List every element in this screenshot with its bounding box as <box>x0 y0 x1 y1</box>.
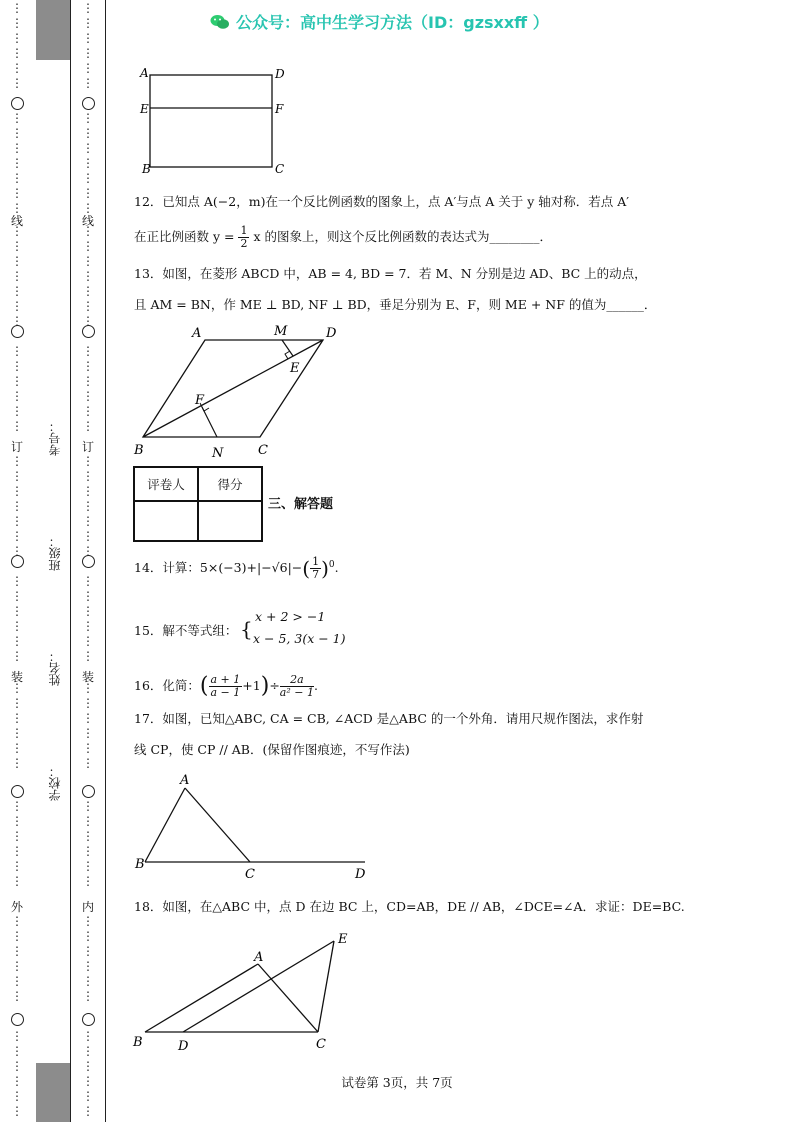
score-header: 得分 <box>198 467 262 501</box>
score-cell[interactable] <box>198 501 262 541</box>
fig18-label: D <box>178 1039 189 1054</box>
q16-op: ÷ <box>269 678 280 693</box>
question-18: 18．如图，在△ABC 中，点 D 在边 BC 上，CD=AB，DE // AB，∠DCE=∠A．求证：DE=BC. <box>134 899 685 914</box>
binding-dot: ⋮ <box>82 156 94 170</box>
binding-dot: ⋮ <box>82 454 94 468</box>
q12-text: x 的图象上，则这个反比例函数的表达式为________． <box>253 229 552 244</box>
binding-dot: ⋮ <box>82 16 94 30</box>
student-info-field: 班级： <box>48 535 62 571</box>
question-13-line2: 且 AM = BN，作 ME ⊥ BD, NF ⊥ BD，垂足分别为 E、F，则 ME + NF 的值为______． <box>134 297 657 312</box>
binding-dot: ⋮ <box>11 974 23 988</box>
binding-dot: ⋮ <box>11 929 23 943</box>
binding-dot: ⋮ <box>11 314 23 328</box>
q12-fraction <box>238 225 249 250</box>
binding-circle <box>82 555 95 568</box>
binding-dot: ⋮ <box>82 756 94 770</box>
gray-block-bottom <box>36 1063 70 1122</box>
frac-num: a + 1 <box>210 673 241 686</box>
question-17-line2: 线 CP，使 CP // AB．(保留作图痕迹，不写作法) <box>134 742 410 757</box>
binding-dot: ⋮ <box>82 799 94 813</box>
binding-circle <box>11 1013 24 1026</box>
binding-dot: ⋮ <box>82 974 94 988</box>
binding-dot: ⋮ <box>11 1089 23 1103</box>
binding-dot: ⋮ <box>11 1104 23 1118</box>
question-16: 16．化简：( $\frac{a + 1}{a - 1}$ +1)÷ $\frac{2a}{\text{a² − 1}}$ . <box>134 673 318 699</box>
binding-dot: ⋮ <box>82 711 94 725</box>
figure-rectangle-abcd <box>130 60 300 185</box>
binding-circle <box>11 785 24 798</box>
header-text: 公众号：高中生学习方法（ID：gzsxxff ） <box>236 13 549 32</box>
binding-dot: ⋮ <box>82 469 94 483</box>
binding-circle <box>11 97 24 110</box>
binding-dot: ⋮ <box>11 284 23 298</box>
binding-dot: ⋮ <box>82 589 94 603</box>
binding-dot: ⋮ <box>11 16 23 30</box>
binding-dot: ⋮ <box>11 469 23 483</box>
binding-dot: ⋮ <box>82 681 94 695</box>
fig13-label: M <box>274 324 288 339</box>
fig18-label: C <box>316 1037 326 1052</box>
binding-dot: ⋮ <box>82 634 94 648</box>
binding-dot: ⋮ <box>11 829 23 843</box>
binding-dot: ⋮ <box>11 111 23 125</box>
fig11-label: C <box>275 162 285 176</box>
section-heading: 三、解答题 <box>268 497 334 512</box>
figure-triangle-abc-de <box>128 928 363 1058</box>
binding-dot: ⋮ <box>82 529 94 543</box>
binding-dot: ⋮ <box>82 544 94 558</box>
binding-dot: ⋮ <box>11 799 23 813</box>
binding-dot: ⋮ <box>82 344 94 358</box>
frac-num: 1 <box>240 224 248 237</box>
question-17-line1: 17．如图，已知△ABC, CA = CB, ∠ACD 是△ABC 的一个外角．请用尺规作图法，求作射 <box>134 711 644 726</box>
fig18-label: B <box>133 1035 143 1050</box>
binding-circle <box>82 1013 95 1026</box>
binding-dot: ⋮ <box>82 741 94 755</box>
fig13-label: A <box>192 326 202 341</box>
q15-eq2: x − 5, 3(x − 1) <box>253 631 346 646</box>
page-footer: 试卷第 3页，共 7页 <box>341 1075 453 1090</box>
fig17-label: A <box>180 773 190 788</box>
binding-dot: ⋮ <box>11 126 23 140</box>
binding-dot: ⋮ <box>11 989 23 1003</box>
frac-den: 2 <box>240 237 248 250</box>
binding-dot: ⋮ <box>11 61 23 75</box>
binding-dot: ⋮ <box>82 269 94 283</box>
binding-dot: ⋮ <box>82 126 94 140</box>
binding-dot: ⋮ <box>11 1029 23 1043</box>
binding-dot: ⋮ <box>82 499 94 513</box>
binding-char: 装 <box>81 670 94 684</box>
q14-suffix: . <box>334 560 339 576</box>
binding-dot: ⋮ <box>11 224 23 238</box>
frac-den: 7 <box>312 568 320 582</box>
q16-suffix: . <box>313 678 318 693</box>
binding-dot: ⋮ <box>11 514 23 528</box>
binding-dot: ⋮ <box>82 299 94 313</box>
binding-dot: ⋮ <box>82 31 94 45</box>
binding-dot: ⋮ <box>11 859 23 873</box>
binding-dot: ⋮ <box>82 914 94 928</box>
binding-dot: ⋮ <box>82 314 94 328</box>
binding-dot: ⋮ <box>82 604 94 618</box>
figure-triangle-abc-extended <box>130 770 375 885</box>
fig11-label: A <box>140 66 149 80</box>
q14-expr: 5×(−3)+|−√6|− <box>199 560 303 576</box>
binding-dot: ⋮ <box>82 254 94 268</box>
fig11-label: D <box>275 67 285 81</box>
binding-dot: ⋮ <box>82 186 94 200</box>
binding-dot: ⋮ <box>11 1059 23 1073</box>
binding-dot: ⋮ <box>82 929 94 943</box>
binding-dot: ⋮ <box>82 224 94 238</box>
binding-circle <box>11 325 24 338</box>
binding-dot: ⋮ <box>11 619 23 633</box>
frac-den: a² − 1 <box>279 686 314 699</box>
figure-rhombus-abcd <box>130 320 340 460</box>
binding-dot: ⋮ <box>82 814 94 828</box>
binding-dot: ⋮ <box>82 111 94 125</box>
q15-eq1: x + 2 > −1 <box>255 609 326 624</box>
q16-prefix: 16．化简： <box>134 678 200 693</box>
binding-dot: ⋮ <box>82 1074 94 1088</box>
binding-dot: ⋮ <box>11 484 23 498</box>
binding-dot: ⋮ <box>82 419 94 433</box>
binding-dot: ⋮ <box>11 404 23 418</box>
binding-dot: ⋮ <box>11 239 23 253</box>
binding-dot: ⋮ <box>11 726 23 740</box>
binding-dot: ⋮ <box>11 696 23 710</box>
binding-dot: ⋮ <box>11 649 23 663</box>
binding-dot: ⋮ <box>11 389 23 403</box>
binding-dot: ⋮ <box>82 46 94 60</box>
question-12-line2 <box>134 225 552 250</box>
binding-dot: ⋮ <box>82 696 94 710</box>
binding-dot: ⋮ <box>82 76 94 90</box>
binding-dot: ⋮ <box>82 374 94 388</box>
binding-char: 内 <box>81 900 94 914</box>
binding-dot: ⋮ <box>11 741 23 755</box>
binding-dot: ⋮ <box>82 389 94 403</box>
binding-dot: ⋮ <box>82 359 94 373</box>
fig17-label: B <box>135 857 145 872</box>
grading-table-wrap <box>133 466 263 542</box>
binding-dot: ⋮ <box>11 844 23 858</box>
binding-dot: ⋮ <box>82 574 94 588</box>
student-info-field: 考号： <box>48 420 62 456</box>
fig17-label: D <box>355 867 366 882</box>
binding-dot: ⋮ <box>11 374 23 388</box>
binding-dot: ⋮ <box>11 574 23 588</box>
binding-char: 订 <box>10 440 23 454</box>
binding-dot: ⋮ <box>11 1 23 15</box>
binding-dot: ⋮ <box>11 186 23 200</box>
binding-dot: ⋮ <box>11 814 23 828</box>
binding-dot: ⋮ <box>82 844 94 858</box>
fig13-label: E <box>290 361 300 376</box>
binding-dot: ⋮ <box>11 141 23 155</box>
binding-circle <box>82 325 95 338</box>
student-info-field: 姓名： <box>48 650 62 686</box>
binding-dot: ⋮ <box>11 46 23 60</box>
binding-dot: ⋮ <box>82 1029 94 1043</box>
question-15-prefix: 15．解不等式组： <box>134 623 238 638</box>
binding-char: 外 <box>10 900 23 914</box>
binding-dot: ⋮ <box>11 1044 23 1058</box>
binding-dot: ⋮ <box>82 1059 94 1073</box>
binding-dot: ⋮ <box>82 1 94 15</box>
binding-dot: ⋮ <box>82 619 94 633</box>
binding-char: 装 <box>10 670 23 684</box>
q14-exp: 0 <box>328 560 335 570</box>
binding-dot: ⋮ <box>82 1104 94 1118</box>
grader-header: 评卷人 <box>134 467 198 501</box>
fig11-label: F <box>275 102 284 116</box>
binding-dot: ⋮ <box>11 76 23 90</box>
binding-dot: ⋮ <box>11 589 23 603</box>
binding-dot: ⋮ <box>11 544 23 558</box>
binding-dot: ⋮ <box>82 874 94 888</box>
binding-dot: ⋮ <box>11 156 23 170</box>
binding-dot: ⋮ <box>82 239 94 253</box>
wechat-icon <box>210 14 230 30</box>
binding-dot: ⋮ <box>11 944 23 958</box>
binding-dot: ⋮ <box>11 499 23 513</box>
binding-dot: ⋮ <box>11 756 23 770</box>
binding-circle <box>82 785 95 798</box>
fig17-label: C <box>245 867 255 882</box>
binding-dot: ⋮ <box>82 61 94 75</box>
binding-dot: ⋮ <box>11 529 23 543</box>
binding-dot: ⋮ <box>11 31 23 45</box>
binding-dot: ⋮ <box>82 944 94 958</box>
binding-dot: ⋮ <box>82 649 94 663</box>
brace: { <box>240 617 253 641</box>
binding-dot: ⋮ <box>82 989 94 1003</box>
frac-den: a − 1 <box>210 686 241 699</box>
binding-char: 线 <box>81 214 94 228</box>
binding-dot: ⋮ <box>82 959 94 973</box>
binding-dot: ⋮ <box>82 284 94 298</box>
binding-dot: ⋮ <box>11 634 23 648</box>
binding-dot: ⋮ <box>11 254 23 268</box>
binding-dot: ⋮ <box>11 959 23 973</box>
fig18-label: A <box>254 950 264 965</box>
question-12-line1: 12．已知点 A(−2，m)在一个反比例函数的图象上，点 A′与点 A 关于 y 轴对称．若点 A′ <box>134 194 630 209</box>
binding-dot: ⋮ <box>11 681 23 695</box>
question-14: 14．计算：5×(−3)+|−√6|−( $\frac{1}{7}$ )$^0$. <box>134 555 339 582</box>
question-13-line1: 13．如图，在菱形 ABCD 中，AB = 4, BD = 7．若 M、N 分别是边 AD、BC 上的动点， <box>134 266 647 281</box>
fig18-label: E <box>338 932 348 947</box>
binding-dot: ⋮ <box>11 914 23 928</box>
binding-dot: ⋮ <box>82 1089 94 1103</box>
binding-char: 订 <box>81 440 94 454</box>
binding-dot: ⋮ <box>11 1074 23 1088</box>
binding-dot: ⋮ <box>82 141 94 155</box>
binding-dot: ⋮ <box>11 299 23 313</box>
grader-cell[interactable] <box>134 501 198 541</box>
binding-dot: ⋮ <box>11 269 23 283</box>
binding-dot: ⋮ <box>82 514 94 528</box>
binding-dot: ⋮ <box>82 171 94 185</box>
fig13-label: C <box>258 443 268 458</box>
binding-dot: ⋮ <box>11 344 23 358</box>
watermark-header <box>210 10 549 33</box>
binding-dot: ⋮ <box>82 484 94 498</box>
q14-prefix: 14．计算： <box>134 560 200 576</box>
frac-num: 1 <box>312 555 320 569</box>
fig13-label: F <box>195 393 205 408</box>
grading-table <box>133 466 263 542</box>
binding-circle <box>82 97 95 110</box>
binding-dot: ⋮ <box>82 404 94 418</box>
q12-text: 在正比例函数 y = <box>134 229 235 244</box>
binding-circle <box>11 555 24 568</box>
binding-dot: ⋮ <box>11 201 23 215</box>
fig11-label: E <box>140 102 149 116</box>
binding-dot: ⋮ <box>11 874 23 888</box>
q16-mid: +1 <box>242 678 261 693</box>
fig13-label: B <box>134 443 144 458</box>
binding-dot: ⋮ <box>11 454 23 468</box>
fig11-label: B <box>142 162 151 176</box>
frac-num: 2a <box>280 674 314 687</box>
q16-fraction-2 <box>280 674 314 699</box>
binding-dot: ⋮ <box>11 419 23 433</box>
binding-dot: ⋮ <box>82 1044 94 1058</box>
student-info-field: 学校： <box>48 765 62 801</box>
fig13-label: D <box>326 326 337 341</box>
binding-dot: ⋮ <box>11 171 23 185</box>
binding-dot: ⋮ <box>82 859 94 873</box>
binding-dot: ⋮ <box>82 201 94 215</box>
binding-dot: ⋮ <box>82 726 94 740</box>
q16-fraction-1 <box>209 674 243 699</box>
binding-dot: ⋮ <box>11 711 23 725</box>
q14-fraction <box>310 556 321 581</box>
fig13-label: N <box>212 446 224 460</box>
binding-dot: ⋮ <box>11 359 23 373</box>
gray-block-top <box>36 0 70 60</box>
binding-dot: ⋮ <box>82 829 94 843</box>
binding-char: 线 <box>10 214 23 228</box>
binding-dot: ⋮ <box>11 604 23 618</box>
